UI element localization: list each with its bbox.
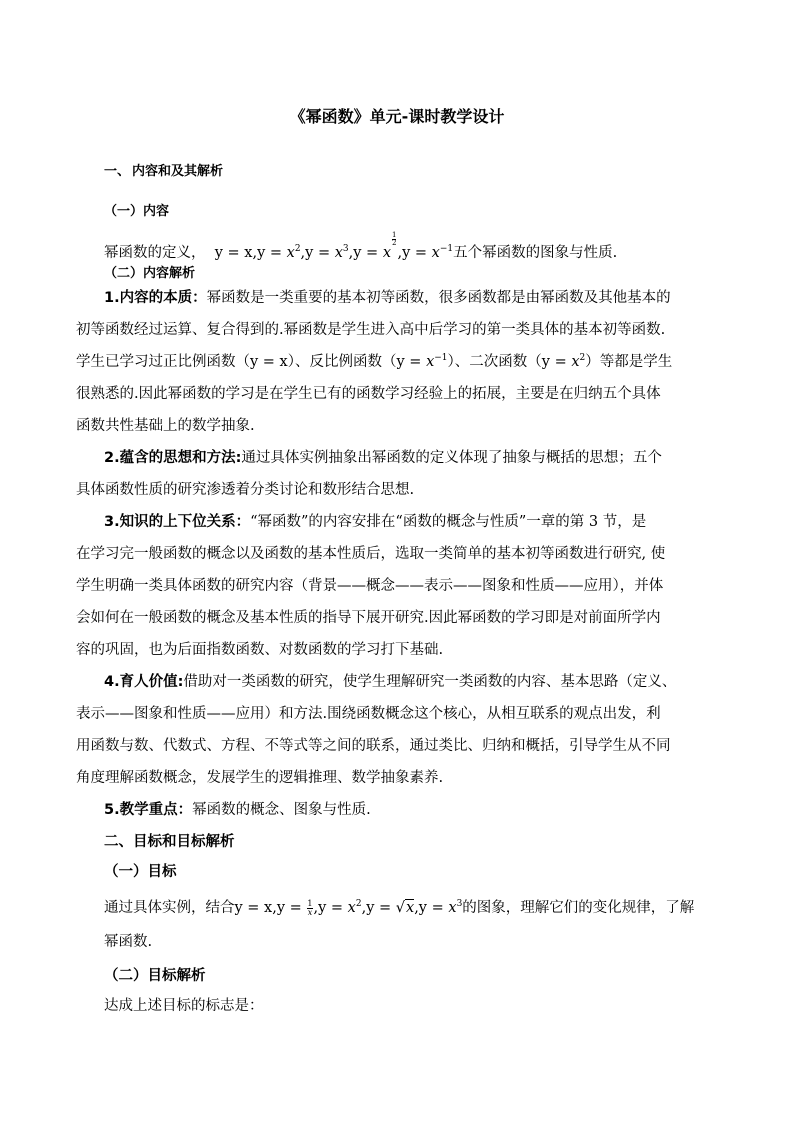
section-2-heading: 二、目标和目标解析 [104, 834, 235, 850]
document-title: 《幂函数》单元-课时教学设计 [289, 107, 505, 126]
subsection-goal-analysis-heading: （二）目标解析 [104, 968, 206, 984]
formula-goal-functions: y = x,y = $\frac{1}{x}$ $,y = x^2,y = √x,y = x^3$ [234, 898, 463, 917]
formula-power-functions: $y = x,y = x^2,y = x^3,y = x$ $^{\frac{1}{2}}$ $,y = x^{-1}$ [210, 231, 454, 261]
goal-line-2: 幂函数. [104, 934, 153, 950]
content-definition-line: 幂函数的定义， $y = x,y = x^2,y = x^3,y = x$ $^{\frac{1}{2}}$ $,y = x^{-1}$五个幂函数的图象与性质. [104, 231, 618, 261]
p1-line-2: 初等函数经过运算、复合得到的.幂函数是学生进入高中后学习的第一类具体的基本初等函数. [76, 322, 666, 338]
p4-line-2: 表示——图象和性质——应用）和方法.围绕函数概念这个核心，从相互联系的观点出发，利 [76, 706, 661, 722]
subsection-analysis-heading: （二）内容解析 [104, 266, 196, 281]
subsection-content-heading: （一）内容 [104, 204, 170, 219]
section-1-title: 内容和及其解析 [132, 164, 224, 179]
goal-line-1: 通过具体实例，结合y = x,y = $\frac{1}{x}$ $,y = x^2,y = √x,y = x^3$的图象，理解它们的变化规律，了解 [104, 898, 695, 917]
p3-line-3: 学生明确一类具体函数的研究内容（背景——概念——表示——图象和性质——应用），并体 [76, 578, 664, 594]
p3-line-2: 在学习完一般函数的概念以及函数的基本性质后，选取一类简单的基本初等函数进行研究, 使 [76, 546, 666, 562]
p1-line-1: 1.内容的本质：幂函数是一类重要的基本初等函数，很多函数都是由幂函数及其他基本的 [104, 290, 671, 306]
p2-line-2: 具体函数性质的研究渗透着分类讨论和数形结合思想. [76, 482, 415, 498]
p4-line-3: 用函数与数、代数式、方程、不等式等之间的联系，通过类比、归纳和概括，引导学生从不同 [76, 738, 671, 754]
p3-line-5: 容的巩固，也为后面指数函数、对数函数的学习打下基础. [76, 642, 444, 658]
p5-line: 5.教学重点：幂函数的概念、图象与性质. [104, 802, 371, 818]
section-1-number: 一、 [104, 164, 131, 179]
p2-line-1: 2.蕴含的思想和方法:通过具体实例抽象出幂函数的定义体现了抽象与概括的思想；五个 [104, 450, 662, 466]
p4-line-1: 4.育人价值:借助对一类函数的研究，使学生理解研究一类函数的内容、基本思路（定义、 [104, 674, 677, 690]
p4-line-4: 角度理解函数概念，发展学生的逻辑推理、数学抽象素养. [76, 770, 444, 786]
p3-line-4: 会如何在一般函数的概念及基本性质的指导下展开研究.因此幂函数的学习即是对前面所学内 [76, 610, 661, 626]
goal-analysis-line: 达成上述目标的标志是： [104, 998, 264, 1014]
p1-line-3: 学生已学习过正比例函数（y = x）、反比例函数$(y = x^{-1})$、二次函数$(y = x^2)$等都是学生 [76, 353, 673, 370]
p1-line-5: 函数共性基础上的数学抽象. [76, 418, 255, 434]
p3-line-1: 3.知识的上下位关系：“幂函数”的内容安排在“函数的概念与性质”一章的第 3 节，是 [104, 514, 647, 530]
p1-line-4: 很熟悉的.因此幂函数的学习是在学生已有的函数学习经验上的拓展，主要是在归纳五个具体 [76, 386, 661, 402]
section-1-heading [104, 160, 223, 179]
subsection-goal-heading: （一）目标 [104, 864, 177, 880]
